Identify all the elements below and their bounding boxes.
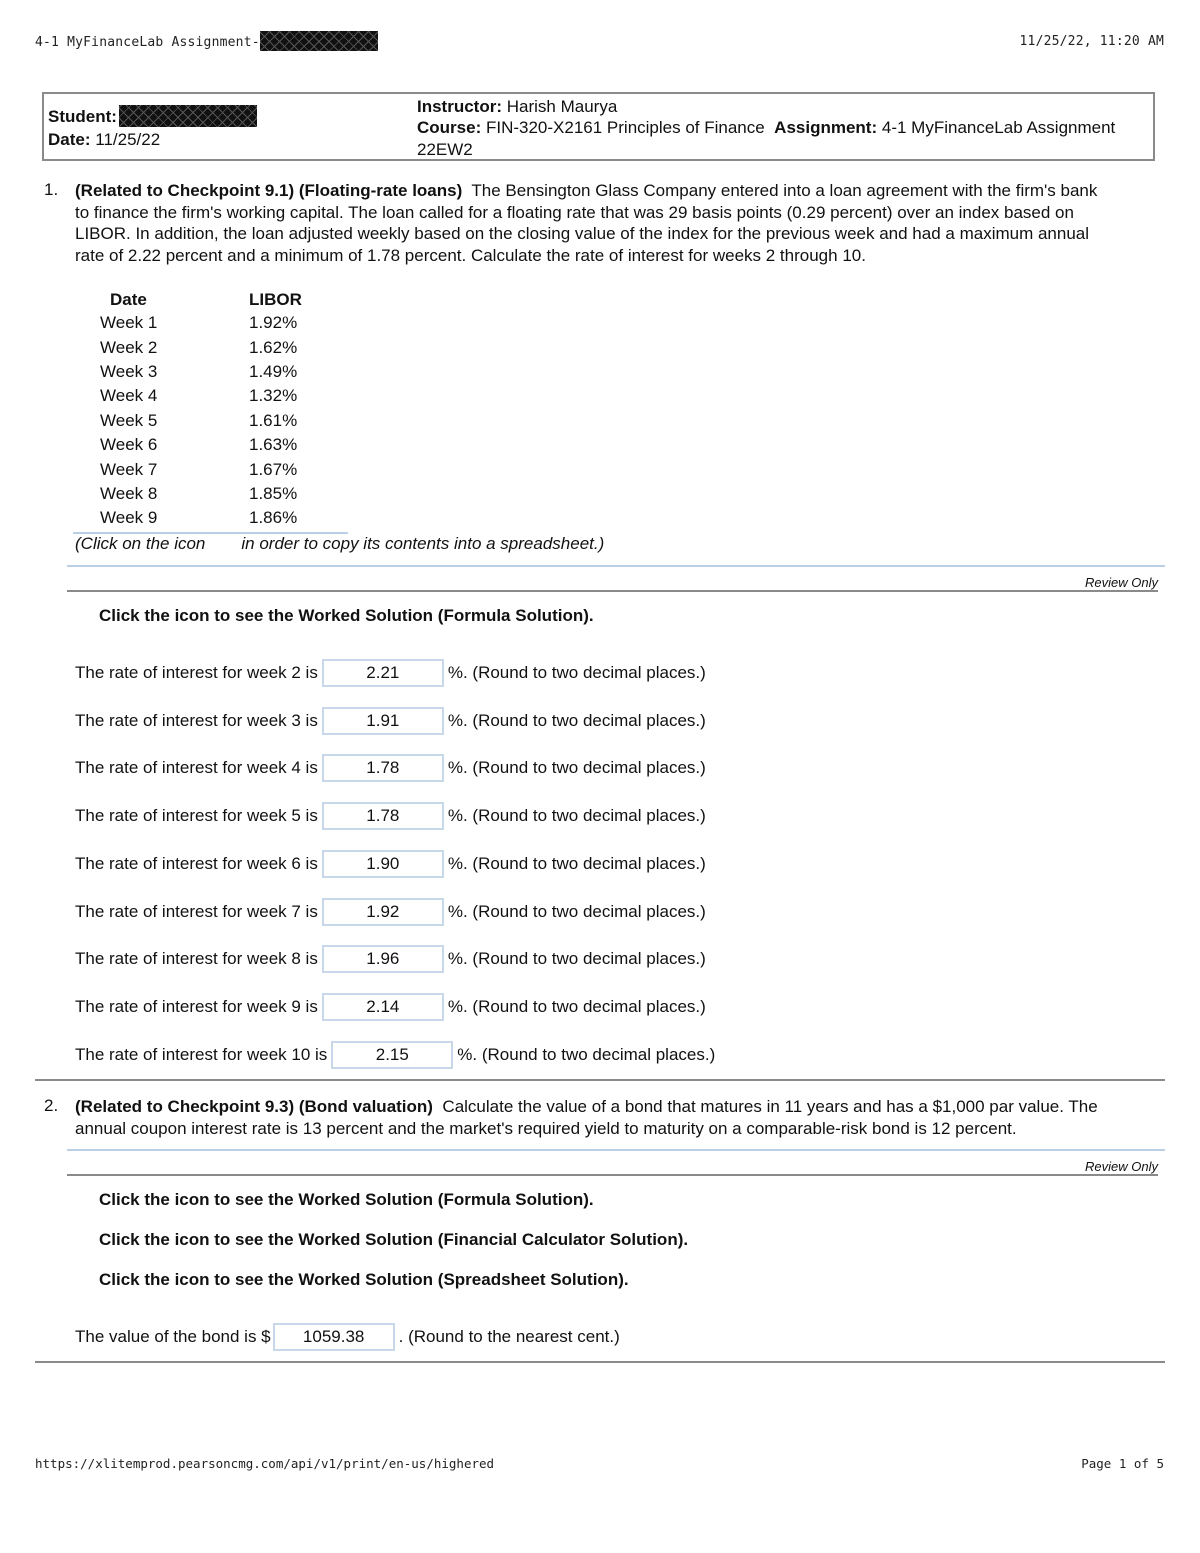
interest-rate-input[interactable]: 1.92: [322, 898, 444, 926]
instructor-label: Instructor:: [417, 97, 502, 116]
answer-suffix: %. (Round to two decimal places.): [447, 997, 706, 1016]
table-row: [100, 506, 349, 530]
q1-text-1: The Bensington Glass Company entered into a loan agreement with the firm's bank: [471, 181, 1098, 200]
column-header-date: Date: [110, 290, 147, 309]
interest-rate-input[interactable]: 2.21: [322, 659, 444, 687]
cell-date: Week 6: [100, 435, 158, 455]
divider: [67, 590, 1158, 592]
copy-note-part-2: in order to copy its contents into a spreadsheet.): [241, 534, 605, 553]
course-label: Course:: [417, 118, 482, 137]
worked-solution-formula-link[interactable]: Click the icon to see the Worked Solution (Formula Solution).: [99, 606, 594, 625]
column-header-libor: LIBOR: [249, 290, 302, 309]
answer-prompt: The rate of interest for week 6 is: [75, 854, 318, 873]
cell-libor: 1.63%: [249, 435, 298, 455]
interest-rate-answer-row: [75, 753, 706, 783]
answer-suffix: %. (Round to two decimal places.): [447, 902, 706, 921]
answer-suffix: %. (Round to two decimal places.): [447, 806, 706, 825]
redacted-student-name: [119, 105, 257, 127]
answer-prompt: The rate of interest for week 2 is: [75, 663, 318, 682]
date-field: [48, 129, 160, 150]
cell-date: Week 1: [100, 313, 158, 333]
table-row: [100, 311, 349, 335]
interest-rate-input[interactable]: 1.78: [322, 802, 444, 830]
libor-table-body: [100, 311, 349, 531]
interest-rate-answer-row: [75, 944, 706, 974]
interest-rate-answer-row: [75, 706, 706, 736]
table-row: [100, 409, 349, 433]
print-footer-page: Page 1 of 5: [1081, 1456, 1164, 1471]
interest-rate-input[interactable]: 1.91: [322, 707, 444, 735]
table-row: [100, 335, 349, 359]
assignment-label: Assignment:: [774, 118, 878, 137]
answer-suffix: %. (Round to two decimal places.): [447, 949, 706, 968]
q1-tag: (Related to Checkpoint 9.1) (Floating-rate loans): [75, 181, 463, 200]
review-only-label: Review Only: [1085, 575, 1158, 590]
table-header-row: [100, 289, 349, 311]
libor-table-container: [100, 289, 349, 531]
answer-suffix: %. (Round to two decimal places.): [447, 663, 706, 682]
print-header-title-text: 4-1 MyFinanceLab Assignment-: [35, 35, 260, 50]
q2-text-2: annual coupon interest rate is 13 percent and the market's required yield to maturity on a comparable-risk bond is 12 percent.: [75, 1118, 1017, 1138]
cell-libor: 1.92%: [249, 313, 298, 333]
bond-value-answer-row: [75, 1322, 620, 1352]
assignment-value: 4-1 MyFinanceLab Assignment: [881, 118, 1116, 137]
cell-date: Week 7: [100, 459, 158, 479]
cell-date: Week 4: [100, 386, 158, 406]
cell-libor: 1.49%: [249, 361, 298, 381]
assignment-value-cont: 22EW2: [417, 140, 473, 159]
copy-note-part-1: (Click on the icon: [75, 534, 206, 553]
cell-date: Week 5: [100, 410, 158, 430]
cell-date: Week 8: [100, 483, 158, 503]
worked-solution-calculator-link[interactable]: Click the icon to see the Worked Solution (Financial Calculator Solution).: [99, 1230, 689, 1249]
answer-prompt: The rate of interest for week 7 is: [75, 902, 318, 921]
answer-prompt: The rate of interest for week 9 is: [75, 997, 318, 1016]
answer-suffix: %. (Round to two decimal places.): [447, 758, 706, 777]
q1-text-2: to finance the firm's working capital. The loan called for a floating rate that was 29 basis points (0.29 percent) over an index based on: [75, 202, 1074, 222]
student-field: [48, 106, 257, 127]
cell-libor: 1.85%: [249, 483, 298, 503]
q1-text-3: LIBOR. In addition, the loan adjusted weekly based on the closing value of the index for the previous week and had a maximum annual: [75, 224, 1090, 243]
q1-line1: [75, 180, 1150, 202]
q2-number: 2.: [44, 1096, 59, 1115]
interest-rate-input[interactable]: 1.78: [322, 754, 444, 782]
bond-value-prefix: The value of the bond is $: [75, 1327, 271, 1346]
cell-libor: 1.32%: [249, 386, 298, 406]
interest-rate-answer-row: [75, 1040, 715, 1070]
answer-prompt: The rate of interest for week 3 is: [75, 711, 318, 730]
q2-tag: (Related to Checkpoint 9.3) (Bond valuation): [75, 1097, 433, 1116]
q1-text-4: rate of 2.22 percent and a minimum of 1.78 percent. Calculate the rate of interest for weeks 2 through 10.: [75, 245, 866, 265]
cell-libor: 1.61%: [249, 410, 298, 430]
interest-rate-answer-row: [75, 801, 706, 831]
course-value: FIN-320-X2161 Principles of Finance: [485, 118, 765, 137]
divider: [67, 565, 1165, 567]
interest-rate-input[interactable]: 1.96: [322, 945, 444, 973]
answer-suffix: %. (Round to two decimal places.): [447, 854, 706, 873]
libor-table: [100, 289, 349, 531]
review-only-label: Review Only: [1085, 1159, 1158, 1174]
copy-note: [75, 534, 604, 554]
instructor-field: [417, 96, 617, 117]
assignment-info-box: [42, 92, 1155, 161]
divider: [67, 1174, 1158, 1176]
cell-libor: 1.67%: [249, 459, 298, 479]
table-row: [100, 384, 349, 408]
bond-value-input[interactable]: 1059.38: [273, 1323, 395, 1351]
interest-rate-answer-row: [75, 992, 706, 1022]
interest-rate-input[interactable]: 1.90: [322, 850, 444, 878]
date-value: 11/25/22: [95, 130, 161, 149]
answer-prompt: The rate of interest for week 4 is: [75, 758, 318, 777]
cell-libor: 1.86%: [249, 508, 298, 528]
bond-value-suffix: . (Round to the nearest cent.): [398, 1327, 620, 1346]
interest-rate-answer-row: [75, 849, 706, 879]
q2-prompt: [75, 1096, 1150, 1139]
answer-suffix: %. (Round to two decimal places.): [447, 711, 706, 730]
print-footer-url: https://xlitemprod.pearsoncmg.com/api/v1/print/en-us/highered: [35, 1456, 495, 1471]
date-label: Date:: [48, 130, 91, 149]
cell-libor: 1.62%: [249, 337, 298, 357]
cell-date: Week 3: [100, 361, 158, 381]
worked-solution-formula-link[interactable]: Click the icon to see the Worked Solution (Formula Solution).: [99, 1190, 594, 1209]
student-label: Student:: [48, 107, 117, 126]
print-header-title: [35, 34, 378, 51]
print-header-datetime: 11/25/22, 11:20 AM: [1019, 34, 1164, 49]
answer-prompt: The rate of interest for week 8 is: [75, 949, 318, 968]
interest-rate-input[interactable]: 2.15: [331, 1041, 453, 1069]
course-field: [417, 117, 1115, 138]
table-row: [100, 433, 349, 457]
table-row: [100, 360, 349, 384]
interest-rate-answer-row: [75, 897, 706, 927]
interest-rate-answer-row: [75, 658, 706, 688]
cell-date: Week 9: [100, 508, 158, 528]
divider: [35, 1361, 1165, 1363]
answer-prompt: The rate of interest for week 5 is: [75, 806, 318, 825]
divider: [67, 1149, 1165, 1151]
cell-date: Week 2: [100, 337, 158, 357]
q2-text-1: Calculate the value of a bond that matures in 11 years and has a $1,000 par value. The: [442, 1097, 1098, 1116]
divider: [35, 1079, 1165, 1081]
q2-line1: [75, 1096, 1150, 1118]
table-row: [100, 457, 349, 481]
answer-prompt: The rate of interest for week 10 is: [75, 1045, 328, 1064]
table-row: [100, 482, 349, 506]
worked-solution-spreadsheet-link[interactable]: Click the icon to see the Worked Solution (Spreadsheet Solution).: [99, 1270, 629, 1289]
answer-suffix: %. (Round to two decimal places.): [457, 1045, 716, 1064]
redacted-name: [260, 31, 378, 51]
q1-prompt: [75, 180, 1150, 266]
interest-rate-input[interactable]: 2.14: [322, 993, 444, 1021]
instructor-value: Harish Maurya: [506, 97, 618, 116]
q1-number: 1.: [44, 180, 59, 199]
